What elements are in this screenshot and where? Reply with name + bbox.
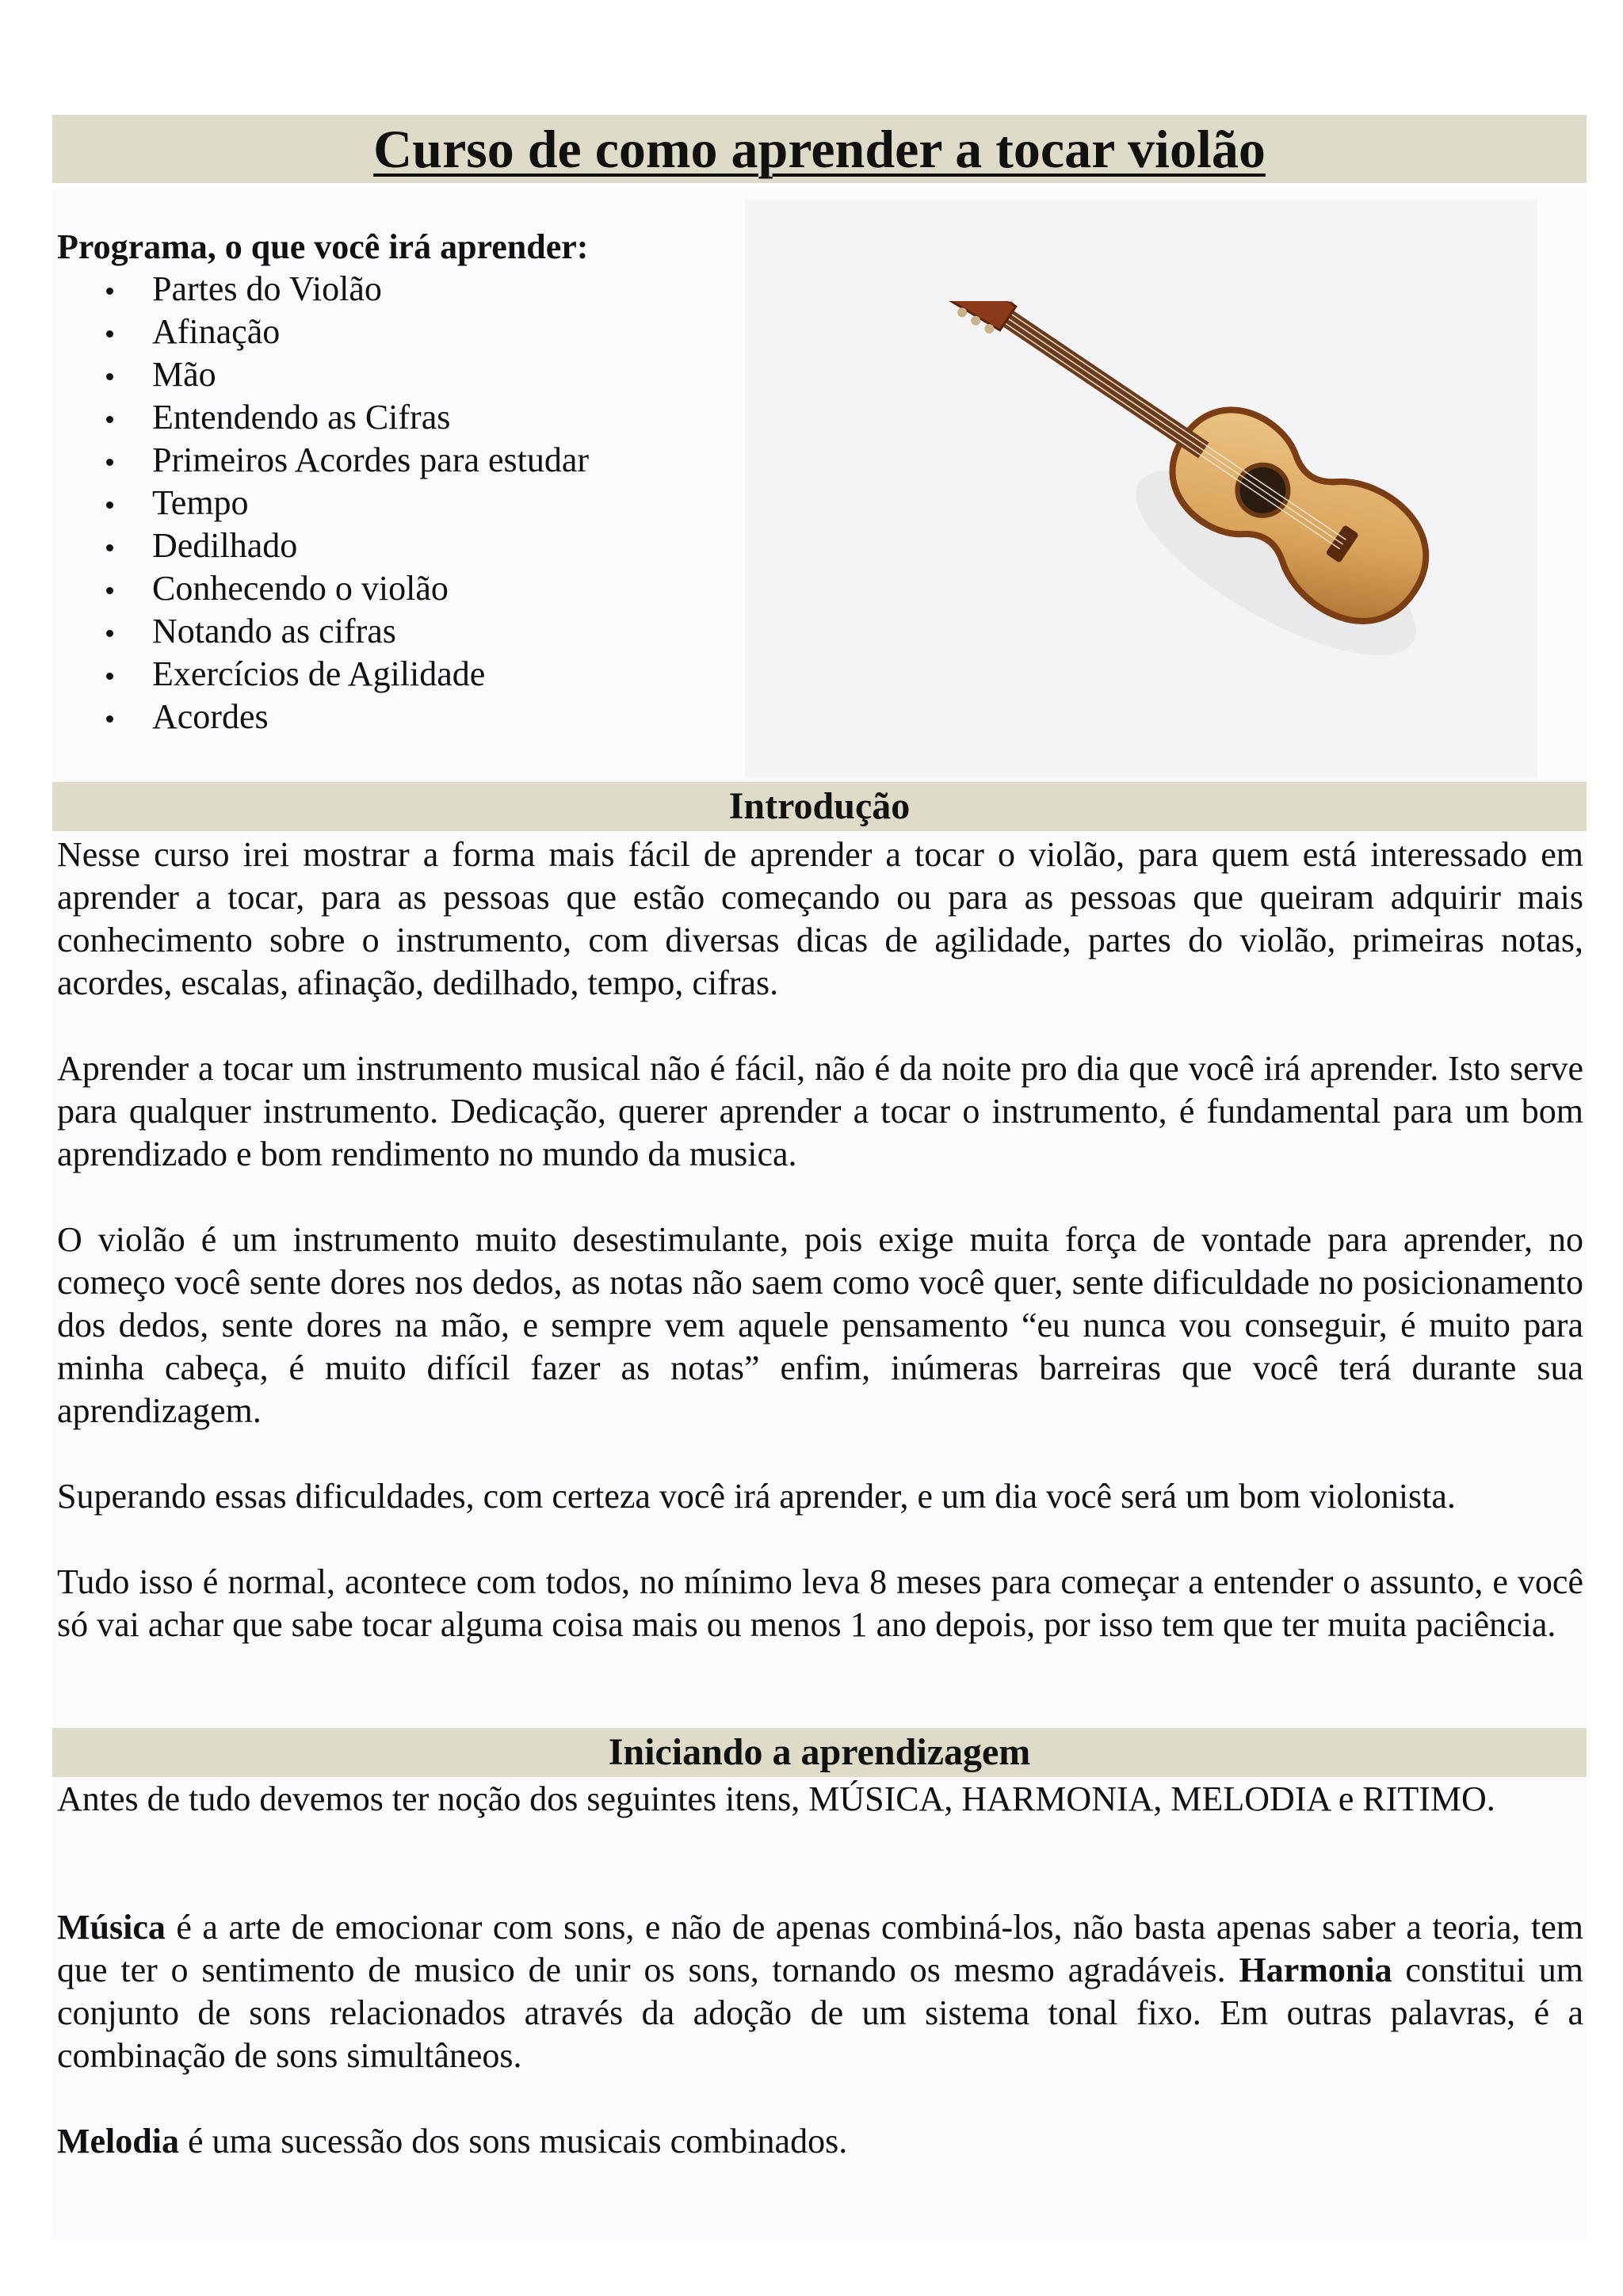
list-item: Acordes: [57, 696, 589, 738]
melodia-term: Melodia: [57, 2122, 179, 2161]
list-item: Dedilhado: [57, 524, 589, 567]
melodia-paragraph: [57, 2120, 1583, 2163]
musica-text: é a arte de emocionar com sons, e não de apenas combiná-los, não basta apenas saber a teoria, tem que ter o sentimento de musico de unir os sons, tornando os mesmo agradáveis.: [57, 1908, 1583, 1989]
program-title: Programa, o que você irá aprender:: [57, 227, 589, 266]
harmonia-text: constitui um conjunto de sons relacionados através da adoção de um sistema tonal fixo. Em outras palavras, é a combinação de sons simultâneos.: [57, 1951, 1584, 2075]
document-title: Curso de como aprender a tocar violão: [373, 119, 1266, 179]
melodia-text: é uma sucessão dos sons musicais combinados.: [178, 2122, 848, 2161]
list-item: Conhecendo o violão: [57, 567, 589, 610]
intro-paragraph: Nesse curso irei mostrar a forma mais fácil de aprender a tocar o violão, para quem está interessado em aprender a tocar, para as pessoas que estão começando ou para as pessoas que queiram adquirir mais conhecimento sobre o instrumento, com diversas dicas de agilidade, partes do violão, primeiras notas, acordes, escalas, afinação, dedilhado, tempo, cifras.: [57, 835, 1583, 1002]
intro-paragraph: Superando essas dificuldades, com certeza você irá aprender, e um dia você será um bom violonista.: [57, 1477, 1456, 1516]
list-item: Notando as cifras: [57, 610, 589, 653]
intro-paragraph: Tudo isso é normal, acontece com todos, no mínimo leva 8 meses para começar a entender o assunto, e você só vai achar que sabe tocar alguma coisa mais ou menos 1 ano depois, por isso tem que ter muita paciência.: [57, 1562, 1583, 1644]
musica-term: Música: [57, 1908, 166, 1947]
list-item: Partes do Violão: [57, 268, 589, 311]
list-item: Entendendo as Cifras: [57, 396, 589, 439]
list-item: Primeiros Acordes para estudar: [57, 439, 589, 482]
start-band: [52, 1728, 1587, 1777]
intro-band: [52, 782, 1587, 831]
guitar-image: [903, 301, 1474, 666]
start-heading: Iniciando a aprendizagem: [608, 1731, 1031, 1773]
title-band: [52, 115, 1587, 183]
list-item: Exercícios de Agilidade: [57, 653, 589, 696]
list-item: Mão: [57, 353, 589, 396]
intro-paragraph: Aprender a tocar um instrumento musical não é fácil, não é da noite pro dia que você irá aprender. Isto serve para qualquer instrumento. Dedicação, querer aprender a tocar o instrumento, é fundamental para um bom aprendizado e bom rendimento no mundo da musica.: [57, 1049, 1583, 1173]
harmonia-term: Harmonia: [1239, 1951, 1392, 1989]
intro-heading: Introdução: [728, 785, 911, 827]
musica-harmonia-paragraph: [57, 1906, 1583, 2077]
program-list: [57, 268, 589, 738]
list-item: Tempo: [57, 482, 589, 524]
list-item: Afinação: [57, 311, 589, 353]
intro-paragraph: O violão é um instrumento muito desestimulante, pois exige muita força de vontade para aprender, no começo você sente dores nos dedos, as notas não saem como você quer, sente dificuldade no posicionamento dos dedos, sente dores na mão, e sempre vem aquele pensamento “eu nunca vou conseguir, é muito para minha cabeça, é muito difícil fazer as notas” enfim, inúmeras barreiras que você terá durante sua aprendizagem.: [57, 1220, 1583, 1430]
start-paragraph: Antes de tudo devemos ter noção dos seguintes itens, MÚSICA, HARMONIA, MELODIA e RITIMO.: [57, 1779, 1495, 1818]
